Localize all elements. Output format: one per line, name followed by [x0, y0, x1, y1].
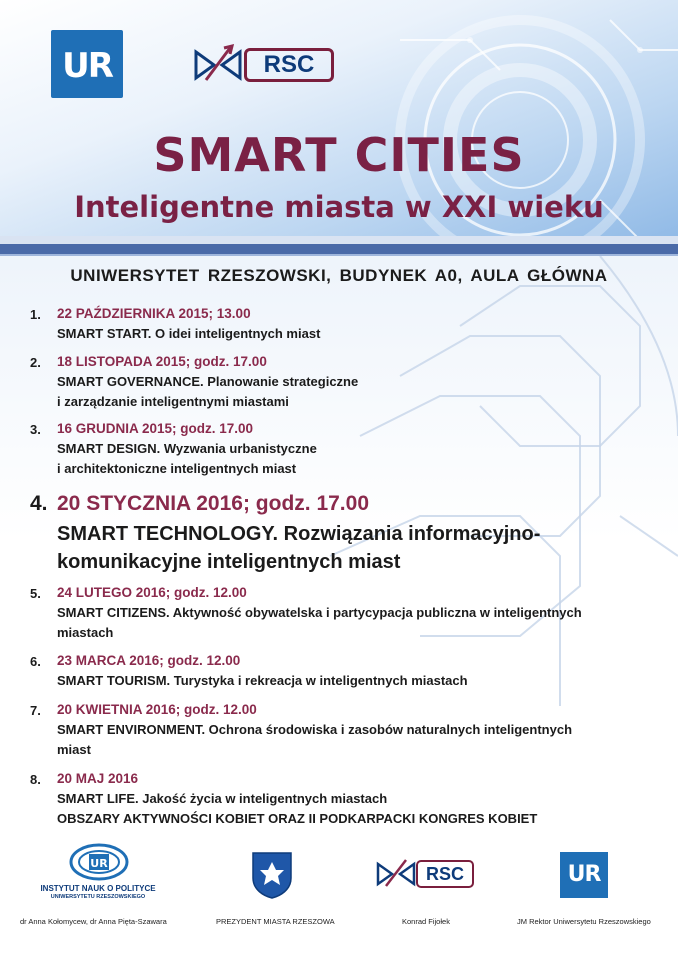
event-number: 7. [30, 703, 41, 718]
main-title: SMART CITIES [153, 128, 525, 182]
event-description: miastach [57, 625, 114, 640]
institute-name: INSTYTUT NAUK O POLITYCE [40, 884, 156, 893]
event-date: 22 PAŹDZIERNIKA 2015; 13.00 [57, 306, 251, 321]
event-number: 4. [30, 492, 48, 515]
caption-mayor: PREZYDENT MIASTA RZESZOWA [216, 917, 335, 926]
event-date: 18 LISTOPADA 2015; godz. 17.00 [57, 354, 267, 369]
ur-footer-logo-text: UR [567, 862, 601, 887]
event-description: SMART START. O idei inteligentnych miast [57, 326, 321, 341]
event-description: miast [57, 742, 91, 757]
institute-subname: UNIWERSYTETU RZESZOWSKIEGO [50, 894, 146, 900]
ur-logo [51, 30, 123, 98]
event-date: 16 GRUDNIA 2015; godz. 17.00 [57, 421, 254, 436]
event-description: SMART CITIZENS. Aktywność obywatelska i partycypacja publiczna w inteligentnych [57, 605, 582, 620]
event-number: 1. [30, 307, 41, 322]
event-description: SMART GOVERNANCE. Planowanie strategiczne [57, 374, 359, 389]
institute-logo [68, 842, 130, 882]
event-number: 6. [30, 654, 41, 669]
rsc-arrows-icon [192, 42, 244, 88]
event-description: SMART ENVIRONMENT. Ochrona środowiska i zasobów naturalnych inteligentnych [57, 722, 573, 737]
rsc-arrows-icon [376, 856, 416, 892]
header-divider [0, 244, 678, 254]
event-number: 5. [30, 586, 41, 601]
rzeszow-coat-of-arms-icon [250, 850, 294, 900]
event-description: i architektoniczne inteligentnych miast [57, 461, 297, 476]
event-description: SMART LIFE. Jakość życia w inteligentnych miastach [57, 791, 388, 806]
event-date: 20 STYCZNIA 2016; godz. 17.00 [57, 492, 369, 515]
rsc-logo-text: RSC [263, 51, 315, 78]
subtitle: Inteligentne miasta w XXI wieku [74, 190, 604, 224]
event-date: 24 LUTEGO 2016; godz. 12.00 [57, 585, 247, 600]
event-number: 2. [30, 355, 41, 370]
event-description: SMART TECHNOLOGY. Rozwiązania informacyjno- [57, 523, 541, 545]
event-description: i zarządzanie inteligentnymi miastami [57, 394, 289, 409]
event-description: SMART TOURISM. Turystyka i rekreacja w inteligentnych miastach [57, 673, 468, 688]
svg-text:UR: UR [90, 857, 108, 870]
caption-rector: JM Rektor Uniwersytetu Rzeszowskiego [517, 917, 651, 926]
rsc-footer-text: RSC [425, 864, 464, 884]
caption-fijolek: Konrad Fijołek [402, 917, 450, 926]
ur-logo-text: UR [62, 46, 112, 86]
rsc-footer-logo [376, 856, 476, 892]
event-description: SMART DESIGN. Wyzwania urbanistyczne [57, 441, 317, 456]
event-description: OBSZARY AKTYWNOŚCI KOBIET ORAZ II PODKARPACKI KONGRES KOBIET [57, 811, 538, 826]
event-date: 23 MARCA 2016; godz. 12.00 [57, 653, 241, 668]
event-description: komunikacyjne inteligentnych miast [57, 551, 401, 573]
event-date: 20 KWIETNIA 2016; godz. 12.00 [57, 702, 257, 717]
event-number: 8. [30, 772, 41, 787]
event-date: 20 MAJ 2016 [57, 771, 139, 786]
venue: UNIWERSYTET RZESZOWSKI, BUDYNEK A0, AULA GŁÓWNA [70, 266, 608, 285]
event-number: 3. [30, 422, 41, 437]
rsc-logo [192, 42, 338, 88]
ur-footer-logo [560, 852, 608, 898]
caption-organizers: dr Anna Kołomycew, dr Anna Pięta-Szawara [20, 917, 167, 926]
